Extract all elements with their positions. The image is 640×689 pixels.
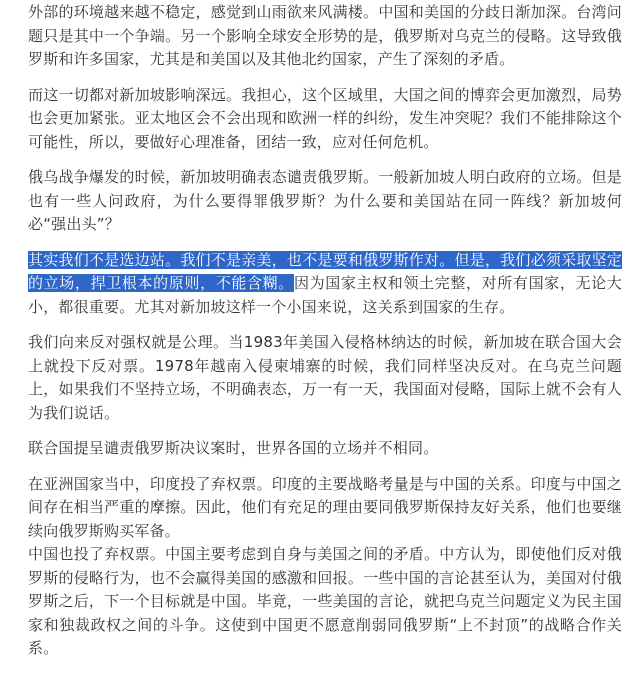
selected-text[interactable]: 其实我们不是选边站。我们不是亲美，也不是要和俄罗斯作对。但是，我们必须采取坚定的立场，捍卫根本的原则，不能含糊。 <box>28 250 622 292</box>
paragraph-3 <box>28 166 622 237</box>
paragraph-2 <box>28 84 622 155</box>
paragraph-text: 中国也投了弃权票。中国主要考虑到自身与美国之间的矛盾。中方认为，即使他们反对俄罗斯的侵略行为，也不会赢得美国的感激和回报。一些中国的言论甚至认为，美国对付俄罗斯之后，下一个目标就是中国。毕竟，一些美国的言论，就把乌克兰问题定义为民主国家和独裁政权之间的斗争。这使到中国更不愿意削弱同俄罗斯“上不封顶”的战略合作关系。 <box>28 545 622 657</box>
paragraph-7 <box>28 473 622 544</box>
paragraph-text: 我们向来反对强权就是公理。当1983年美国入侵格林纳达的时候，新加坡在联合国大会上就投下反对票。1978年越南入侵柬埔寨的时候，我们同样坚决反对。在乌克兰问题上，如果我们不坚持立场，不明确表态，万一有一天，我国面对侵略，国际上就不会有人为我们说话。 <box>28 333 622 422</box>
paragraph-text: 外部的环境越来越不稳定，感觉到山雨欲来风满楼。中国和美国的分歧日渐加深。台湾问题只是其中一个争端。另一个影响全球安全形势的是，俄罗斯对乌克兰的侵略。这导致俄罗斯和许多国家，尤其是和美国以及其他北约国家，产生了深刻的矛盾。 <box>28 3 622 68</box>
paragraph-8 <box>28 543 622 661</box>
paragraph-1 <box>28 1 622 72</box>
paragraph-text: 因为国家主权和领土完整，对所有国家，无论大小，都很重要。尤其对新加坡这样一个小国来说，这关系到国家的生存。 <box>28 274 622 316</box>
paragraph-5 <box>28 331 622 425</box>
paragraph-4 <box>28 249 622 320</box>
paragraph-6 <box>28 437 622 461</box>
paragraph-text: 在亚洲国家当中，印度投了弃权票。印度的主要战略考量是与中国的关系。印度与中国之间存在相当严重的摩擦。因此，他们有充足的理由要同俄罗斯保持友好关系，他们也要继续向俄罗斯购买军备。 <box>28 474 622 540</box>
paragraph-text: 联合国提呈谴责俄罗斯决议案时，世界各国的立场并不相同。 <box>28 439 439 457</box>
paragraph-text: 俄乌战争爆发的时候，新加坡明确表态谴责俄罗斯。一般新加坡人明白政府的立场。但是也有一些人问政府，为什么要得罪俄罗斯？为什么要和美国站在同一阵线？新加坡何必“强出头”？ <box>28 168 622 233</box>
paragraph-text: 而这一切都对新加坡影响深远。我担心，这个区域里，大国之间的博弈会更加激烈，局势也会更加紧张。亚太地区会不会出现和欧洲一样的纠纷，发生冲突呢？我们不能排除这个可能性，所以，要做好心理准备，团结一致，应对任何危机。 <box>28 85 622 151</box>
